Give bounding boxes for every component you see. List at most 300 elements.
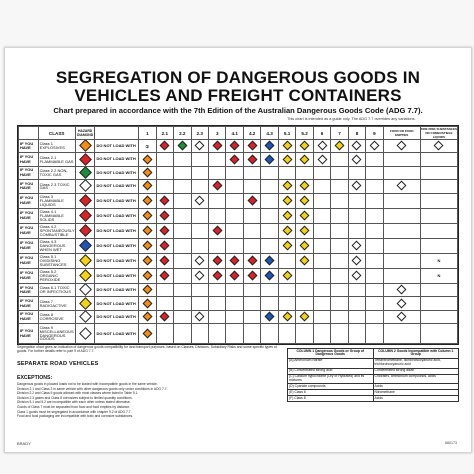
- incompatible-diamond-icon: [212, 255, 222, 265]
- segregation-cell: [139, 166, 156, 179]
- exception-item: Division 2.1 and Class 3 in same vehicle with other dangerous goods only under conditions in ADG 7.7.: [17, 386, 168, 391]
- incompat-row: [288, 374, 459, 384]
- segregation-cell: [313, 140, 330, 153]
- segregation-cell: [383, 268, 420, 283]
- incompatible-diamond-icon: [247, 271, 257, 281]
- incompatible-diamond-icon: [160, 210, 170, 220]
- segregation-cell: [278, 193, 295, 208]
- hazard-diamond-icon: [79, 239, 92, 252]
- incompatible-diamond-icon: [369, 141, 379, 151]
- if-you-have-label: IF YOU HAVE: [19, 238, 39, 253]
- incompatible-diamond-icon: [142, 285, 152, 295]
- incompatible-diamond-icon: [142, 168, 152, 178]
- segregation-cell: [331, 208, 348, 223]
- incompatible-diamond-icon: [142, 298, 152, 308]
- segregation-cell: [208, 166, 225, 179]
- incompat-with: Tetranitromethane, dichloroisocyanuric acid, trichloroisocyanuric acid: [373, 358, 459, 368]
- segregation-cell: [226, 193, 243, 208]
- segregation-cell: [296, 166, 313, 179]
- segregation-cell: [191, 238, 208, 253]
- segregation-cell: [366, 238, 383, 253]
- incompatible-diamond-icon: [282, 312, 292, 322]
- segregation-cell: [226, 153, 243, 166]
- segregation-cell: [226, 310, 243, 323]
- hazard-diamond-icon: [79, 140, 92, 153]
- segregation-cell: [383, 284, 420, 297]
- incompatible-diamond-icon: [282, 271, 292, 281]
- segregation-cell: [208, 193, 225, 208]
- segregation-cell: [296, 268, 313, 283]
- incompatible-diamond-icon: [352, 154, 362, 164]
- incompatible-diamond-icon: [142, 181, 152, 191]
- segregation-cell: [278, 166, 295, 179]
- header-class-5.2: 5.2: [296, 127, 313, 140]
- segregation-cell: [296, 180, 313, 193]
- segregation-cell: [278, 324, 295, 344]
- segregation-cell: [296, 284, 313, 297]
- segregation-cell: [226, 180, 243, 193]
- segregation-cell: [191, 193, 208, 208]
- header-class-6: 6: [313, 127, 330, 140]
- segregation-cell: [296, 193, 313, 208]
- do-not-load-label: DO NOT LOAD WITH: [95, 324, 139, 344]
- segregation-cell: [139, 153, 156, 166]
- incompatible-diamond-icon: [282, 240, 292, 250]
- header-class-9: 9: [366, 127, 383, 140]
- segregation-cell: [261, 166, 278, 179]
- segregation-cell: [331, 153, 348, 166]
- segregation-table: [18, 126, 458, 344]
- segregation-cell: [331, 284, 348, 297]
- segregation-cell: [383, 223, 420, 238]
- segregation-cell: [191, 324, 208, 344]
- segregation-cell: [313, 238, 330, 253]
- incompatible-diamond-icon: [317, 141, 327, 151]
- incompatible-diamond-icon: [300, 141, 310, 151]
- segregation-cell: [208, 284, 225, 297]
- incompatible-diamond-icon: [300, 255, 310, 265]
- segregation-cell: [261, 140, 278, 153]
- chart-title-line1: SEGREGATION OF DANGEROUS GOODS IN: [55, 68, 421, 87]
- segregation-cell: [156, 268, 173, 283]
- segregation-cell: [366, 223, 383, 238]
- hazard-diamond-cell: [75, 223, 95, 238]
- segregation-cell: [174, 324, 191, 344]
- brand-logo: BRADY: [17, 441, 31, 446]
- hazard-diamond-icon: [79, 209, 92, 222]
- hazard-diamond-icon: [79, 180, 92, 193]
- incompat-goods: (E) Class 6: [288, 390, 374, 396]
- incompatible-diamond-icon: [352, 141, 362, 151]
- incompatible-diamond-icon: [265, 141, 275, 151]
- hazard-diamond-cell: [75, 253, 95, 268]
- segregation-cell: [366, 310, 383, 323]
- hazard-diamond-icon: [79, 327, 92, 340]
- incompat-with: Chlorates, ammonium compounds, acids: [373, 374, 459, 384]
- table-row: [19, 223, 458, 238]
- segregation-cell: [156, 238, 173, 253]
- segregation-cell: [383, 166, 420, 179]
- segregation-cell: [156, 180, 173, 193]
- hazard-diamond-cell: [75, 193, 95, 208]
- segregation-cell: [208, 297, 225, 310]
- segregation-cell: [366, 297, 383, 310]
- segregation-cell: [191, 253, 208, 268]
- segregation-cell: [420, 153, 457, 166]
- incompat-goods: (F) Class 8: [288, 396, 374, 402]
- segregation-cell: [174, 166, 191, 179]
- incompatible-diamond-icon: [282, 210, 292, 220]
- table-header-row: [19, 127, 458, 140]
- do-not-load-label: DO NOT LOAD WITH: [95, 153, 139, 166]
- segregation-cell: [383, 238, 420, 253]
- incompat-header-row: [288, 349, 459, 359]
- table-row: [19, 166, 458, 179]
- segregation-cell: [296, 153, 313, 166]
- segregation-cell: [174, 180, 191, 193]
- incompat-row: [288, 396, 459, 402]
- segregation-cell: [383, 140, 420, 153]
- header-class: CLASS: [38, 127, 75, 140]
- segregation-cell: [156, 324, 173, 344]
- segregation-cell: [313, 284, 330, 297]
- header-empty: [19, 127, 39, 140]
- segregation-cell: [348, 166, 365, 179]
- segregation-cell: [348, 140, 365, 153]
- segregation-cell: [174, 153, 191, 166]
- if-you-have-label: IF YOU HAVE: [19, 324, 39, 344]
- segregation-cell: [348, 238, 365, 253]
- hazard-diamond-icon: [79, 297, 92, 310]
- hazard-diamond-cell: [75, 297, 95, 310]
- segregation-cell: [296, 208, 313, 223]
- segregation-cell: [226, 208, 243, 223]
- incompatible-diamond-icon: [397, 285, 407, 295]
- separate-vehicles-heading: SEPARATE ROAD VEHICLES: [17, 361, 99, 367]
- segregation-cell: [156, 284, 173, 297]
- hazard-diamond-cell: [75, 166, 95, 179]
- segregation-cell: [331, 253, 348, 268]
- hazard-diamond-icon: [79, 254, 92, 267]
- segregation-cell: [261, 223, 278, 238]
- incompatible-diamond-icon: [397, 312, 407, 322]
- hazard-diamond-cell: [75, 284, 95, 297]
- class-label: Class 4.1 FLAMMABLE SOLIDS: [38, 208, 75, 223]
- segregation-cell: [191, 310, 208, 323]
- class-label: Class 3 FLAMMABLE LIQUIDS: [38, 193, 75, 208]
- incompatible-diamond-icon: [160, 271, 170, 281]
- segregation-cell: [383, 297, 420, 310]
- incompatible-diamond-icon: [282, 141, 292, 151]
- hazard-diamond-icon: [79, 224, 92, 237]
- segregation-cell: [331, 324, 348, 344]
- class-label: Class 6.1 TOXIC OR INFECTIOUS: [38, 284, 75, 297]
- segregation-cell: [366, 140, 383, 153]
- segregation-cell: [243, 180, 260, 193]
- class-label: Class 2.3 TOXIC GAS: [38, 180, 75, 193]
- segregation-cell: [139, 324, 156, 344]
- segregation-cell: [208, 268, 225, 283]
- header-class-2.1: 2.1: [156, 127, 173, 140]
- segregation-cell: [420, 324, 457, 344]
- header-diamond: HAZARD DIAMOND: [75, 127, 95, 140]
- segregation-cell: [313, 193, 330, 208]
- hazard-diamond-cell: [75, 324, 95, 344]
- segregation-cell: [278, 238, 295, 253]
- segregation-cell: [331, 140, 348, 153]
- segregation-cell: [243, 324, 260, 344]
- segregation-cell: [191, 208, 208, 223]
- segregation-cell: [191, 284, 208, 297]
- do-not-load-label: DO NOT LOAD WITH: [95, 284, 139, 297]
- class-label: Class 9 MISCELLANEOUS DANGEROUS GOODS: [38, 324, 75, 344]
- incompatible-diamond-icon: [142, 225, 152, 235]
- header-class-4.3: 4.3: [261, 127, 278, 140]
- segregation-cell: [366, 324, 383, 344]
- segregation-cell: [348, 180, 365, 193]
- segregation-cell: [174, 297, 191, 310]
- segregation-cell: [156, 310, 173, 323]
- header-class-2.2: 2.2: [174, 127, 191, 140]
- segregation-cell: [226, 253, 243, 268]
- segregation-cell: [174, 284, 191, 297]
- incompat-row: [288, 358, 459, 368]
- table-row: [19, 140, 458, 153]
- incompatible-diamond-icon: [265, 255, 275, 265]
- incompatible-diamond-icon: [300, 181, 310, 191]
- segregation-cell: [348, 153, 365, 166]
- segregation-cell: [139, 297, 156, 310]
- segregation-cell: [226, 268, 243, 283]
- segregation-cell: [348, 297, 365, 310]
- class-label: Class 1 EXPLOSIVES: [38, 140, 75, 153]
- segregation-cell: [278, 284, 295, 297]
- segregation-cell: [420, 193, 457, 208]
- exceptions-list: [17, 382, 283, 419]
- segregation-cell: [191, 223, 208, 238]
- table-row: [19, 180, 458, 193]
- if-you-have-label: IF YOU HAVE: [19, 140, 39, 153]
- segregation-cell: [366, 284, 383, 297]
- segregation-cell: [243, 208, 260, 223]
- segregation-cell: [383, 208, 420, 223]
- class-label: Class 8 CORROSIVE: [38, 310, 75, 323]
- incompat-goods: (C) Calcium hypochlorite (Dry or Hydrated) and its mixtures: [288, 374, 374, 384]
- segregation-cell: [278, 140, 295, 153]
- class-label: Class 7 RADIOACTIVE: [38, 297, 75, 310]
- segregation-cell: [296, 253, 313, 268]
- segregation-cell: N: [420, 268, 457, 283]
- segregation-cell: [420, 310, 457, 323]
- segregation-cell: [313, 180, 330, 193]
- segregation-cell: [139, 208, 156, 223]
- incompatible-diamond-icon: [352, 271, 362, 281]
- segregation-cell: [278, 223, 295, 238]
- exception-item: Goods of Class 7 must be separated from food and food empties by distance.: [17, 404, 131, 409]
- segregation-cell: [348, 223, 365, 238]
- incompatible-diamond-icon: [142, 255, 152, 265]
- incompatible-diamond-icon: [142, 240, 152, 250]
- segregation-cell: [208, 153, 225, 166]
- segregation-cell: [208, 310, 225, 323]
- segregation-cell: [156, 208, 173, 223]
- incompatible-diamond-icon: [212, 225, 222, 235]
- segregation-cell: [174, 310, 191, 323]
- exceptions-heading: EXCEPTIONS:: [17, 375, 53, 381]
- segregation-cell: [313, 166, 330, 179]
- segregation-cell: [420, 140, 457, 153]
- segregation-cell: [243, 193, 260, 208]
- table-row: [19, 208, 458, 223]
- segregation-cell: [156, 253, 173, 268]
- chart-note: This chart is intended as a guide only. The ADG 7.7 overrides any variations.: [287, 117, 416, 121]
- segregation-cell: [296, 223, 313, 238]
- exception-item: Food and food packaging are incompatible with toxic and corrosive substances.: [17, 414, 134, 419]
- incompatible-diamond-icon: [142, 195, 152, 205]
- hazard-diamond-cell: [75, 140, 95, 153]
- segregation-cell: [331, 180, 348, 193]
- do-not-load-label: DO NOT LOAD WITH: [95, 193, 139, 208]
- segregation-cell: [348, 193, 365, 208]
- segregation-cell: [348, 284, 365, 297]
- segregation-cell: [261, 153, 278, 166]
- segregation-cell: [383, 310, 420, 323]
- segregation-cell: [348, 208, 365, 223]
- do-not-load-label: DO NOT LOAD WITH: [95, 140, 139, 153]
- segregation-cell: [243, 153, 260, 166]
- if-you-have-label: IF YOU HAVE: [19, 268, 39, 283]
- incompatible-diamond-icon: [142, 271, 152, 281]
- segregation-cell: [156, 140, 173, 153]
- incompatible-diamond-icon: [282, 154, 292, 164]
- segregation-cell: [208, 140, 225, 153]
- incompatible-diamond-icon: [397, 141, 407, 151]
- table-row: [19, 153, 458, 166]
- hazard-diamond-icon: [79, 284, 92, 297]
- segregation-cell: [208, 253, 225, 268]
- segregation-cell: [261, 310, 278, 323]
- segregation-cell: [191, 268, 208, 283]
- incompatible-diamond-icon: [142, 154, 152, 164]
- hazard-diamond-icon: [79, 153, 92, 166]
- segregation-cell: [420, 223, 457, 238]
- segregation-cell: [331, 297, 348, 310]
- incompat-with: Acids: [373, 384, 459, 390]
- incompatible-diamond-icon: [282, 181, 292, 191]
- segregation-cell: [296, 238, 313, 253]
- incompat-goods: (D) Cyanide compounds: [288, 384, 374, 390]
- do-not-load-label: DO NOT LOAD WITH: [95, 268, 139, 283]
- table-row: [19, 238, 458, 253]
- segregation-cell: [278, 253, 295, 268]
- segregation-cell: [383, 180, 420, 193]
- segregation-cell: [156, 153, 173, 166]
- incompat-col2-header: COLUMN 2 Goods Incompatible with Column 1 Group: [373, 349, 459, 359]
- do-not-load-label: DO NOT LOAD WITH: [95, 238, 139, 253]
- table-row: [19, 253, 458, 268]
- exception-item: Class 1 goods must be segregated in accordance with chapter 9.2 of ADG 7.7.: [17, 409, 132, 414]
- segregation-cell: [174, 238, 191, 253]
- segregation-cell: [226, 324, 243, 344]
- do-not-load-label: DO NOT LOAD WITH: [95, 297, 139, 310]
- incompatible-diamond-icon: [142, 210, 152, 220]
- hazard-diamond-cell: [75, 208, 95, 223]
- do-not-load-label: DO NOT LOAD WITH: [95, 208, 139, 223]
- segregation-cell: [278, 153, 295, 166]
- hazard-diamond-icon: [79, 194, 92, 207]
- segregation-cell: [139, 253, 156, 268]
- segregation-cell: [296, 140, 313, 153]
- segregation-cell: [139, 268, 156, 283]
- segregation-cell: N: [420, 253, 457, 268]
- incompatible-diamond-icon: [247, 195, 257, 205]
- segregation-cell: [420, 297, 457, 310]
- segregation-cell: [331, 268, 348, 283]
- incompatible-diamond-icon: [160, 240, 170, 250]
- segregation-cell: [156, 166, 173, 179]
- incompatible-diamond-icon: [142, 312, 152, 322]
- incompatible-diamond-icon: [282, 195, 292, 205]
- incompatible-diamond-icon: [160, 255, 170, 265]
- class-label: Class 4.3 DANGEROUS WHEN WET: [38, 238, 75, 253]
- segregation-cell: ①: [139, 140, 156, 153]
- incompatible-diamond-icon: [247, 141, 257, 151]
- segregation-cell: [174, 253, 191, 268]
- segregation-cell: [261, 208, 278, 223]
- incompatible-diamond-icon: [230, 255, 240, 265]
- incompatible-diamond-icon: [195, 255, 205, 265]
- hazard-diamond-cell: [75, 310, 95, 323]
- segregation-cell: [313, 268, 330, 283]
- segregation-cell: [296, 297, 313, 310]
- do-not-load-label: DO NOT LOAD WITH: [95, 166, 139, 179]
- do-not-load-label: DO NOT LOAD WITH: [95, 180, 139, 193]
- segregation-cell: [243, 284, 260, 297]
- if-you-have-label: IF YOU HAVE: [19, 297, 39, 310]
- class-label: Class 2.2 NON-TOXIC GAS: [38, 166, 75, 179]
- segregation-cell: [208, 238, 225, 253]
- segregation-cell: [139, 310, 156, 323]
- segregation-cell: [313, 253, 330, 268]
- table-row: [19, 268, 458, 283]
- segregation-cell: [348, 324, 365, 344]
- table-row: [19, 193, 458, 208]
- incompatible-diamond-icon: [265, 271, 275, 281]
- exception-item: Division 2.2 and Class 9 goods allowed with most classes where listed in Table 9.1.: [17, 391, 139, 396]
- segregation-cell: [174, 208, 191, 223]
- segregation-cell: [261, 268, 278, 283]
- incompatible-diamond-icon: [230, 271, 240, 281]
- exception-item: Dangerous goods in placard loads not to be loaded with incompatible goods in the same vehicle.: [17, 382, 158, 386]
- incompatible-diamond-icon: [212, 141, 222, 151]
- incompat-goods: (B) Concentrated strong acid: [288, 368, 374, 374]
- segregation-cell: [191, 166, 208, 179]
- incompatible-diamond-icon: [300, 240, 310, 250]
- segregation-cell: [226, 166, 243, 179]
- incompatible-diamond-icon: [177, 141, 187, 151]
- segregation-cell: [383, 324, 420, 344]
- class-label: Class 5.2 ORGANIC PEROXIDE: [38, 268, 75, 283]
- if-you-have-label: IF YOU HAVE: [19, 284, 39, 297]
- incompatible-diamond-icon: [160, 195, 170, 205]
- segregation-cell: [191, 153, 208, 166]
- hazard-diamond-icon: [79, 310, 92, 323]
- segregation-cell: [366, 253, 383, 268]
- segregation-cell: [226, 284, 243, 297]
- if-you-have-label: IF YOU HAVE: [19, 253, 39, 268]
- incompat-goods: (A) Ammonium Nitrate: [288, 358, 374, 368]
- segregation-cell: [331, 193, 348, 208]
